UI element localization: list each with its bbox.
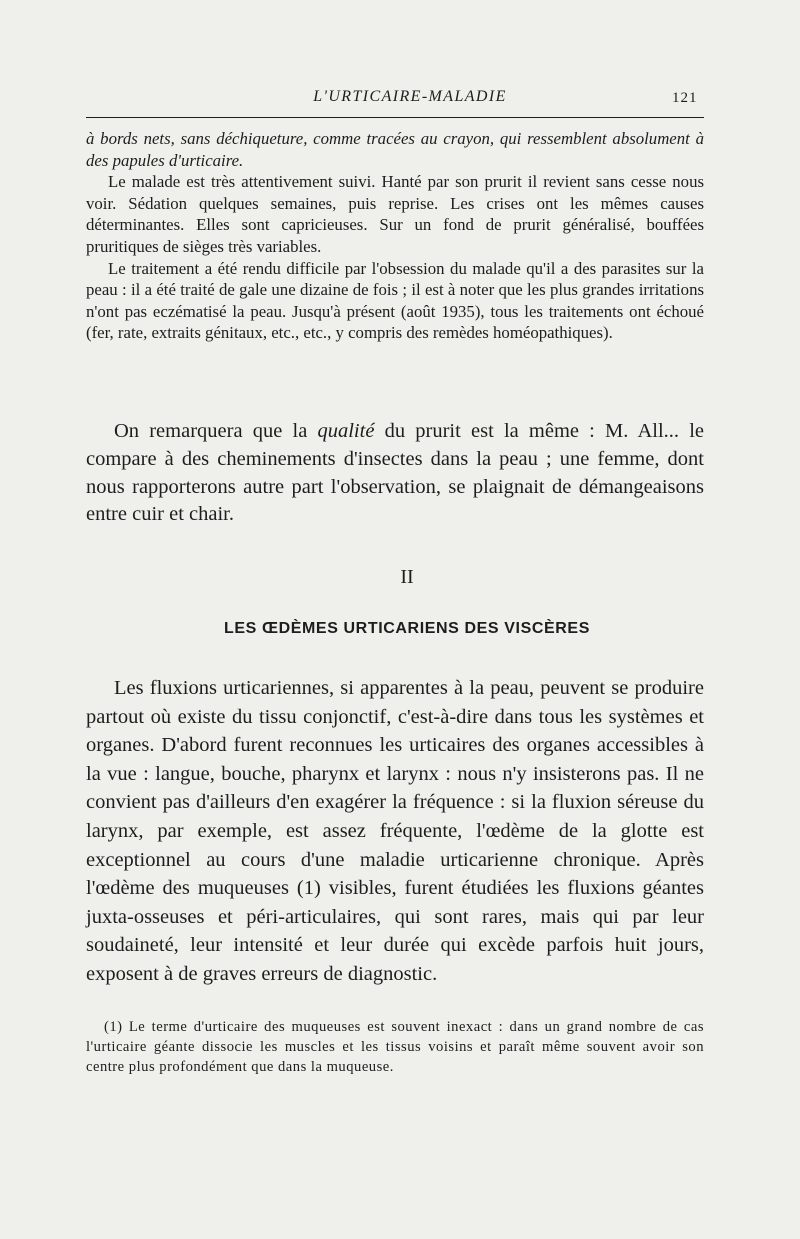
observation-paragraph-1: Le malade est très attentivement suivi. Hanté par son prurit il revient sans cesse nous voir. Sédation quelques semaines, puis reprise. Les crises ont les mêmes causes déterminantes. Elles sont capricieuses. Sur un fond de prurit généralisé, bouffées pruritiques de sièges très variables. [86, 172, 704, 256]
section-body [86, 674, 704, 989]
remark-text [86, 418, 704, 529]
header-rule [86, 117, 704, 118]
observation-italic-lead: à bords nets, sans déchiqueture, comme tracées au crayon, qui ressemblent absolument à des papules d'urticaire. [86, 129, 704, 170]
observation-paragraph-2: Le traitement a été rendu difficile par l'obsession du malade qu'il a des parasites sur la peau : il a été traité de gale une dizaine de fois ; il est à noter que les plus grandes irritations n'ont pas eczématisé la peau. Jusqu'à présent (août 1935), tous les traitements ont échoué (fer, rate, extraits génitaux, etc., etc., y compris des remèdes homéopathiques). [86, 258, 704, 343]
remark-before-italic: On remarquera que la [114, 420, 318, 442]
observation-text [86, 128, 704, 344]
section-number: II [400, 566, 414, 588]
remark-italic-word: qualité [317, 420, 375, 442]
page-number: 121 [672, 90, 698, 106]
footnote-text: (1) Le terme d'urticaire des muqueuses est souvent inexact : dans un grand nombre de cas l'urticaire géante dissocie les muscles et les tissus voisins et paraît même souvent avoir son centre plus profondément que dans la muqueuse. [86, 1019, 704, 1076]
section-title: LES ŒDÈMES URTICARIENS DES VISCÈRES [224, 620, 590, 637]
remark-after-italic: du prurit est la même : M. All... le compare à des cheminements d'insectes dans la peau ; une femme, dont nous rapporterons autre part l'observation, se plaignait de démangeaisons entre cuir et chair. [86, 420, 704, 526]
remark-paragraph [86, 418, 704, 529]
running-title: L'URTICAIRE-MALADIE [313, 88, 507, 105]
footnote [86, 1017, 704, 1078]
section-body-paragraph: Les fluxions urticariennes, si apparentes à la peau, peuvent se produire partout où existe du tissu conjonctif, c'est-à-dire dans tous les systèmes et organes. D'abord furent reconnues les urticaires des organes accessibles à la vue : langue, bouche, pharynx et larynx : nous n'y insisterons pas. Il ne convient pas d'ailleurs d'en exagérer la fréquence : si la fluxion séreuse du larynx, par exemple, est assez fréquente, l'œdème de la glotte est exceptionnel au cours d'une maladie urticarienne chronique. Après l'œdème des muqueuses (1) visibles, furent étudiées les fluxions géantes juxta-osseuses et péri-articulaires, qui sont rares, mais qui par leur soudaineté, leur intensité et leur durée qui excède parfois huit jours, exposent à de graves erreurs de diagnostic. [86, 677, 704, 985]
